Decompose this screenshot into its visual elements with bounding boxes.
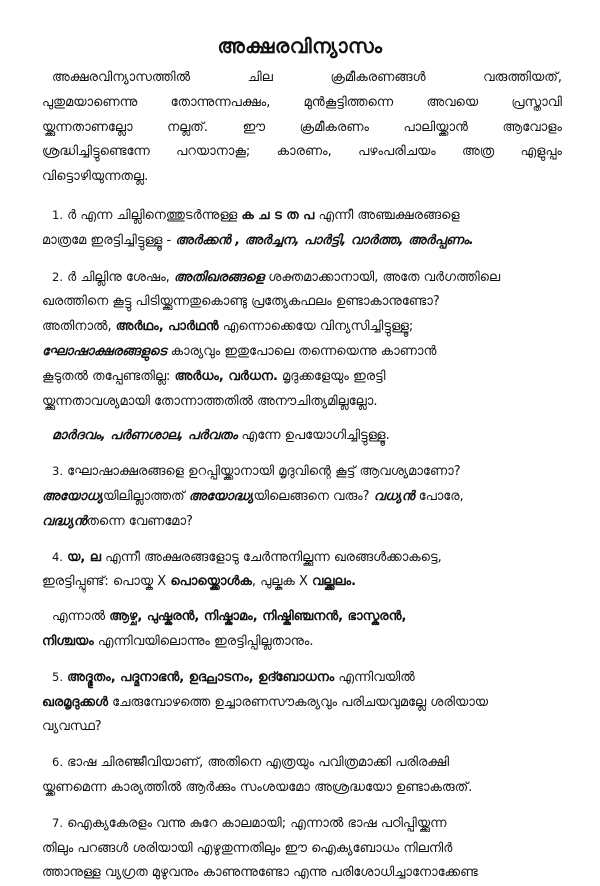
text-line: യ്ക്കുന്നതാവശ്യമായി തോന്നാത്തതിൽ അനൗചിത്യമില്ലല്ലോ.	[42, 393, 378, 409]
point-3	[42, 459, 562, 534]
bold-text: നിശ്ചയം	[42, 633, 94, 649]
text-line	[42, 570, 562, 595]
bold-text: അദ്ഭുതം, പദ്മനാഭൻ, ഉദ്ഘാടനം, ഉദ്ബോധനം	[67, 669, 335, 685]
text-line	[42, 811, 562, 837]
point-4-continued	[42, 605, 562, 655]
point-2	[42, 265, 562, 415]
text-run: ഐക്യകേരളം വന്നു കുറേ കാലമായി; എന്നാൽ ഭാഷ പഠിപ്പിയ്ക്കുന്ന	[67, 815, 447, 831]
text-run: എന്നൊക്കെയേ വിന്യസിച്ചിട്ടുള്ളൂ;	[218, 319, 414, 335]
page-title: അക്ഷരവിന്യാസം	[217, 34, 383, 58]
text-line: ശ്രദ്ധിച്ചിട്ടുണ്ടെന്നേ പറയാനാകൂ; കാരണം, പഴംപരിചയം അത്ര എളുപ്പം	[42, 144, 562, 160]
point-number: 6.	[52, 755, 63, 770]
text-line	[42, 340, 562, 365]
text-line	[42, 510, 562, 535]
text-line	[42, 630, 562, 655]
text-line	[42, 485, 562, 510]
text-line	[42, 750, 562, 776]
text-run: , പുല്കുക X	[251, 574, 312, 590]
text-run: ർ ചില്ലിനു ശേഷം,	[67, 269, 174, 285]
text-run: തന്നെ വേണമോ?	[86, 513, 193, 529]
text-line: വിട്ടൊഴിയുന്നതല്ല.	[42, 169, 149, 185]
text-run: യിലെങ്ങനെ വരും?	[253, 488, 374, 504]
text-run: ർ എന്ന ചില്ലിനെത്തുടർന്നുള്ള	[67, 207, 242, 223]
bold-text: ക ച ട ത പ	[241, 207, 315, 223]
text-line	[42, 203, 562, 229]
text-run: എന്നിവയിലൊന്നും ഇരട്ടിപ്പില്ലതാനും.	[93, 633, 314, 649]
text-run: ഭാഷ ചിരഞ്ജീവിയാണ്, അതിനെ എത്രയും പവിത്രമാക്കി പരിരക്ഷി	[67, 755, 450, 771]
text-run: എന്നീ അക്ഷരങ്ങളോടു ചേർന്നുനില്ക്കുന്ന ഖരങ്ങൾക്കാകട്ടെ,	[101, 549, 442, 565]
text-run: അതിനാൽ,	[42, 319, 116, 335]
document-body	[42, 66, 562, 886]
text-line: ഖരത്തിനെ കൂട്ടു പിടിയ്ക്കുന്നതുകൊണ്ടു പ്രത്യേകഫലം ഉണ്ടാകാനുണ്ടോ?	[42, 294, 440, 310]
text-line	[42, 665, 562, 691]
bold-text: അർധം, വർധന.	[174, 368, 278, 384]
point-7	[42, 811, 562, 886]
bold-text: ഖരമൃദുക്കൾ	[42, 694, 109, 710]
bold-text: വല്ക്കലം.	[312, 574, 357, 590]
text-line	[42, 424, 562, 449]
text-run: എന്നീ അഞ്ചക്ഷരങ്ങളെ	[314, 207, 460, 223]
text-line	[42, 229, 562, 254]
text-run: മാത്രമേ ഇരട്ടിച്ചിട്ടുള്ളൂ -	[42, 232, 176, 248]
text-line	[42, 691, 562, 716]
text-run: മൃദുക്കളേയും ഇരട്ടി	[277, 368, 386, 384]
intro-paragraph	[42, 66, 562, 190]
bold-italic-text: അയോധ്യ	[42, 488, 103, 504]
text-run: കാര്യവും ഇതുപോലെ തന്നെയെന്നു കാണാൻ	[166, 343, 437, 359]
bold-italic-text: അതിഖരങ്ങളെ	[173, 269, 265, 285]
text-line: യ്ക്കണമെന്ന കാര്യത്തിൽ ആർക്കും സംശയമോ അശ്രദ്ധയോ ഉണ്ടാകരുത്.	[42, 779, 473, 795]
text-line: അക്ഷരവിന്യാസത്തിൽ ചില ക്രമീകരണങ്ങൾ വരുത്തിയത്,	[52, 70, 562, 85]
text-line	[42, 365, 562, 390]
text-run: ഇരട്ടിപ്പുണ്ട്: പൊയ്ക X	[42, 574, 171, 590]
text-run: എന്നേ ഉപയോഗിച്ചിട്ടുള്ളൂ.	[237, 428, 390, 444]
text-line	[42, 315, 562, 340]
bold-italic-text: അർക്കൻ , അർച്ചന, പാർട്ടി, വാർത്ത, അർപ്പണം.	[175, 232, 474, 248]
point-number: 7.	[52, 815, 63, 830]
text-line	[42, 605, 562, 630]
point-number: 1.	[52, 207, 63, 222]
bold-italic-text: വദ്ധ്യൻ	[42, 513, 87, 529]
bold-italic-text: അയോദ്ധ്യ	[188, 488, 254, 504]
point-number: 3.	[52, 464, 63, 479]
text-line: തിലും പറങ്ങൾ ശരിയായി എഴുതുന്നതിലും ഈ ഐക്യബോധം നിലനിർ	[42, 840, 453, 856]
text-run: ശക്തമാക്കാനായി, അതേ വർഗത്തിലെ	[264, 269, 501, 285]
point-1	[42, 203, 562, 254]
text-line	[42, 459, 562, 485]
text-run: യിലില്ലാത്തത്	[102, 488, 189, 504]
point-2-continued	[42, 424, 562, 449]
point-4	[42, 545, 562, 596]
bold-text: പൊയ്ക്കൊൾക	[170, 574, 252, 590]
text-line: ത്താനുള്ള വ്യഗ്രത മുഴുവനും കാണുന്നുണ്ടോ എന്നു പരിശോധിച്ചാനോക്കേണ്ട	[42, 865, 478, 881]
text-run: ഘോഷാക്ഷരങ്ങളെ ഉറപ്പിയ്ക്കാനായി മൃദുവിന്റെ കൂട്ട് ആവശ്യമാണോ?	[67, 464, 461, 480]
text-line: വ്യവസ്ഥ?	[42, 719, 102, 735]
bold-text: ആഴ്ച, പുഷ്കരൻ, നിഷ്കാമം, നിഷ്കിഞ്ചനൻ, ഭാസ്കരൻ,	[109, 609, 407, 625]
text-run: എന്നാൽ	[52, 609, 110, 625]
text-line	[42, 265, 562, 291]
text-run: എന്നിവയിൽ	[334, 669, 415, 685]
point-5	[42, 665, 562, 740]
text-run: പോരേ,	[414, 488, 464, 504]
text-line: യ്ക്കുന്നതാണല്ലോ നല്ലത്. ഈ ക്രമീകരണം പാലിയ്ക്കാൻ ആവോളം	[42, 119, 562, 135]
text-run: ചേരുമ്പോഴത്തെ ഉച്ചാരണസൗകര്യവും പരിചയവുമല്ലേ ശരിയായ	[108, 694, 489, 710]
bold-italic-text: വധ്യൻ	[373, 488, 415, 504]
point-number: 5.	[52, 669, 63, 684]
bold-text: യ, ല	[67, 549, 101, 565]
point-number: 2.	[52, 269, 63, 284]
bold-italic-text: ഘോഷാക്ഷരങ്ങളുടെ	[42, 343, 167, 359]
text-run: കൂടുതൽ തപ്പേണ്ടതില്ല:	[42, 368, 175, 384]
point-number: 4.	[52, 549, 63, 564]
point-6	[42, 750, 562, 801]
bold-italic-text: മാർദവം, പർണശാല, പർവതം	[52, 428, 238, 444]
text-line: പുതുമയാണെന്നു തോന്നുന്നപക്ഷം, മുൻകൂട്ടിത്തന്നെ അവയെ പ്രസ്താവി	[42, 94, 562, 110]
text-line	[42, 545, 562, 571]
bold-text: അർഥം, പാർഥൻ	[115, 319, 219, 335]
